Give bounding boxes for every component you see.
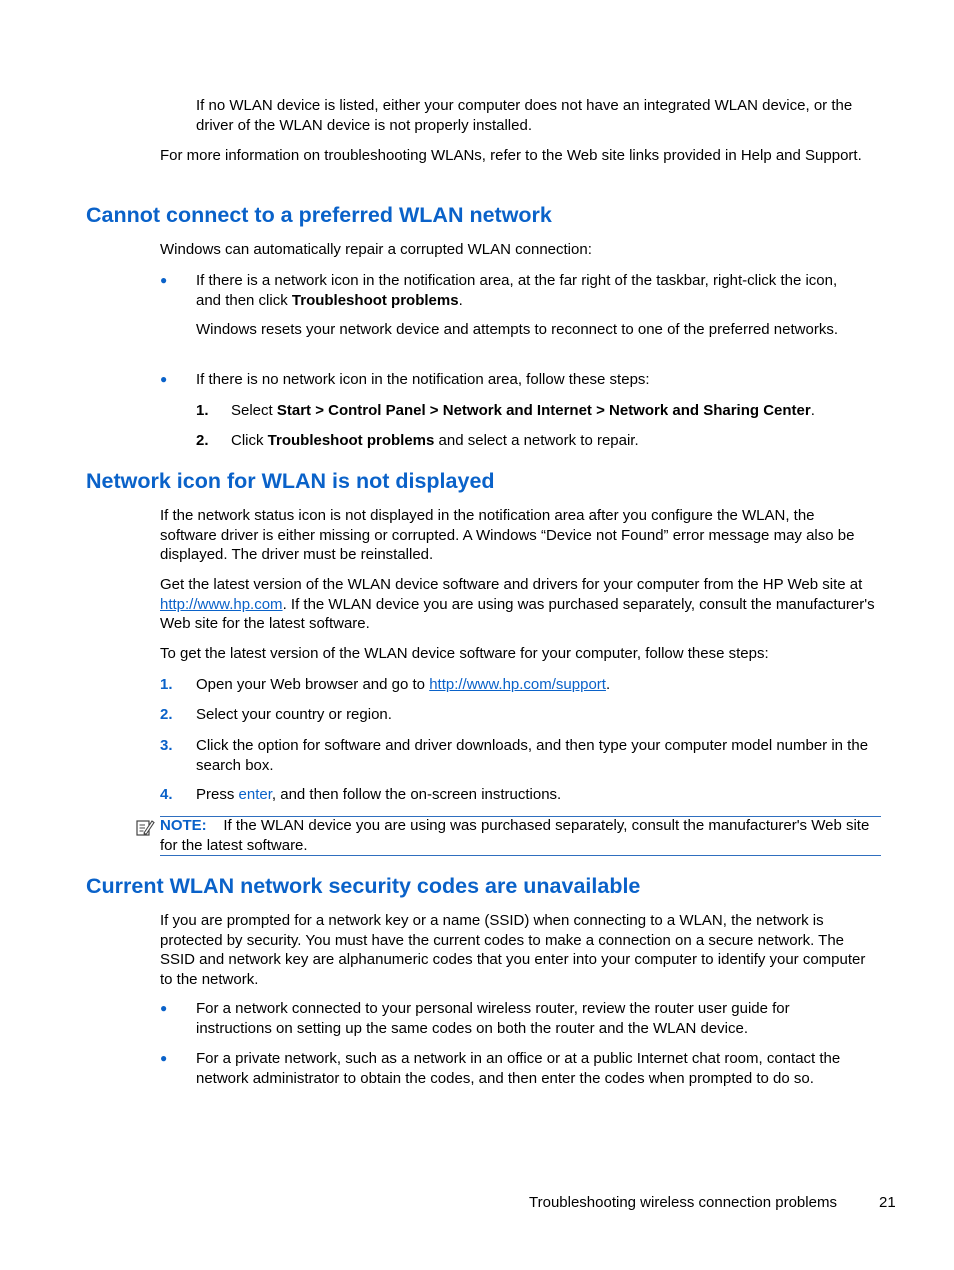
section3-paragraph-1: If you are prompted for a network key or a name (SSID) when connecting to a WLAN, the network is protected by security. You must have the current codes to make a connection on a secure network. The SSID and network key are alphanumeric codes that you enter into your computer to identify your computer to the network. [160, 912, 866, 988]
section1-step-1 [231, 401, 891, 421]
note-label: NOTE: [160, 817, 207, 834]
page-number: 21 [879, 1194, 896, 1211]
section2-step-2: Select your country or region. [196, 706, 392, 723]
section1-bullet-1 [196, 271, 866, 310]
section-heading-preferred-network: Cannot connect to a preferred WLAN network [86, 203, 552, 227]
step-number: 3. [160, 737, 173, 754]
text: and select a network to repair. [434, 432, 639, 449]
section3-bullet-1: For a network connected to your personal wireless router, review the router user guide for instructions on setting up the same codes on both the router and the WLAN device. [196, 1000, 790, 1037]
step-number: 1. [196, 402, 209, 419]
bullet-icon: ● [160, 372, 168, 386]
text: . [605, 676, 611, 693]
section1-bullet-2: If there is no network icon in the notification area, follow these steps: [196, 371, 650, 388]
intro-paragraph-1: If no WLAN device is listed, either your computer does not have an integrated WLAN device, or the driver of the WLAN device is not properly installed. [196, 97, 853, 134]
bold-text: Start > Control Panel > Network and Internet > Network and Sharing Center [276, 402, 811, 419]
note-box [160, 816, 881, 855]
hp-website-link[interactable]: http://www.hp.com [160, 595, 283, 613]
section2-paragraph-3: To get the latest version of the WLAN device software for your computer, follow these steps: [160, 645, 769, 662]
text: Press [196, 786, 239, 803]
section2-step-3: Click the option for software and driver downloads, and then type your computer model number in the search box. [196, 737, 869, 774]
bold-text: Troubleshoot problems [267, 432, 435, 449]
text: . [810, 402, 815, 419]
step-number: 2. [196, 432, 209, 449]
step-number: 2. [160, 706, 173, 723]
text: If there is a network icon in the notification area, at the far right of the taskbar, right-click the icon, and then click [196, 272, 838, 309]
text: Open your Web browser and go to [196, 676, 430, 693]
enter-key-text: enter [238, 786, 272, 803]
section2-step-4 [196, 785, 876, 805]
bullet-icon: ● [160, 1001, 168, 1015]
step-number: 1. [160, 676, 173, 693]
footer-section-title: Troubleshooting wireless connection problems [529, 1194, 837, 1211]
hp-support-link[interactable]: http://www.hp.com/support [429, 676, 606, 693]
section2-paragraph-2 [160, 575, 875, 634]
text: Select [231, 402, 277, 419]
text: . [458, 291, 463, 309]
intro-paragraph-2: For more information on troubleshooting WLANs, refer to the Web site links provided in Help and Support. [160, 147, 862, 164]
text: Click [231, 432, 268, 449]
text: , and then follow the on-screen instructions. [271, 786, 562, 803]
section-heading-network-icon: Network icon for WLAN is not displayed [86, 469, 495, 493]
note-bottom-rule [160, 855, 881, 856]
section1-intro: Windows can automatically repair a corrupted WLAN connection: [160, 241, 592, 258]
section3-bullet-2: For a private network, such as a network in an office or at a public Internet chat room, contact the network administrator to obtain the codes, and then enter the codes when prompted to do so. [196, 1050, 841, 1087]
step-number: 4. [160, 786, 173, 803]
bullet-icon: ● [160, 1051, 168, 1065]
bullet-icon: ● [160, 273, 168, 287]
bold-text: Troubleshoot problems [291, 291, 459, 309]
section1-step-2 [231, 431, 871, 451]
note-text: If the WLAN device you are using was purchased separately, consult the manufacturer's Web site for the latest software. [160, 817, 870, 854]
section2-step-1 [196, 675, 876, 695]
section2-paragraph-1: If the network status icon is not displayed in the notification area after you configure the WLAN, the software driver is either missing or corrupted. A Windows “Device not Found” error message may also be displayed. The driver must be reinstalled. [160, 507, 855, 563]
section-heading-security-codes: Current WLAN network security codes are unavailable [86, 874, 641, 898]
note-pencil-icon [135, 818, 155, 838]
text: Get the latest version of the WLAN device software and drivers for your computer from the HP Web site at [160, 576, 863, 593]
section1-bullet-1-sub: Windows resets your network device and attempts to reconnect to one of the preferred networks. [196, 321, 838, 338]
text: . If the WLAN device you are using was purchased separately, consult the manufacturer's Web site for the latest software. [160, 595, 875, 632]
